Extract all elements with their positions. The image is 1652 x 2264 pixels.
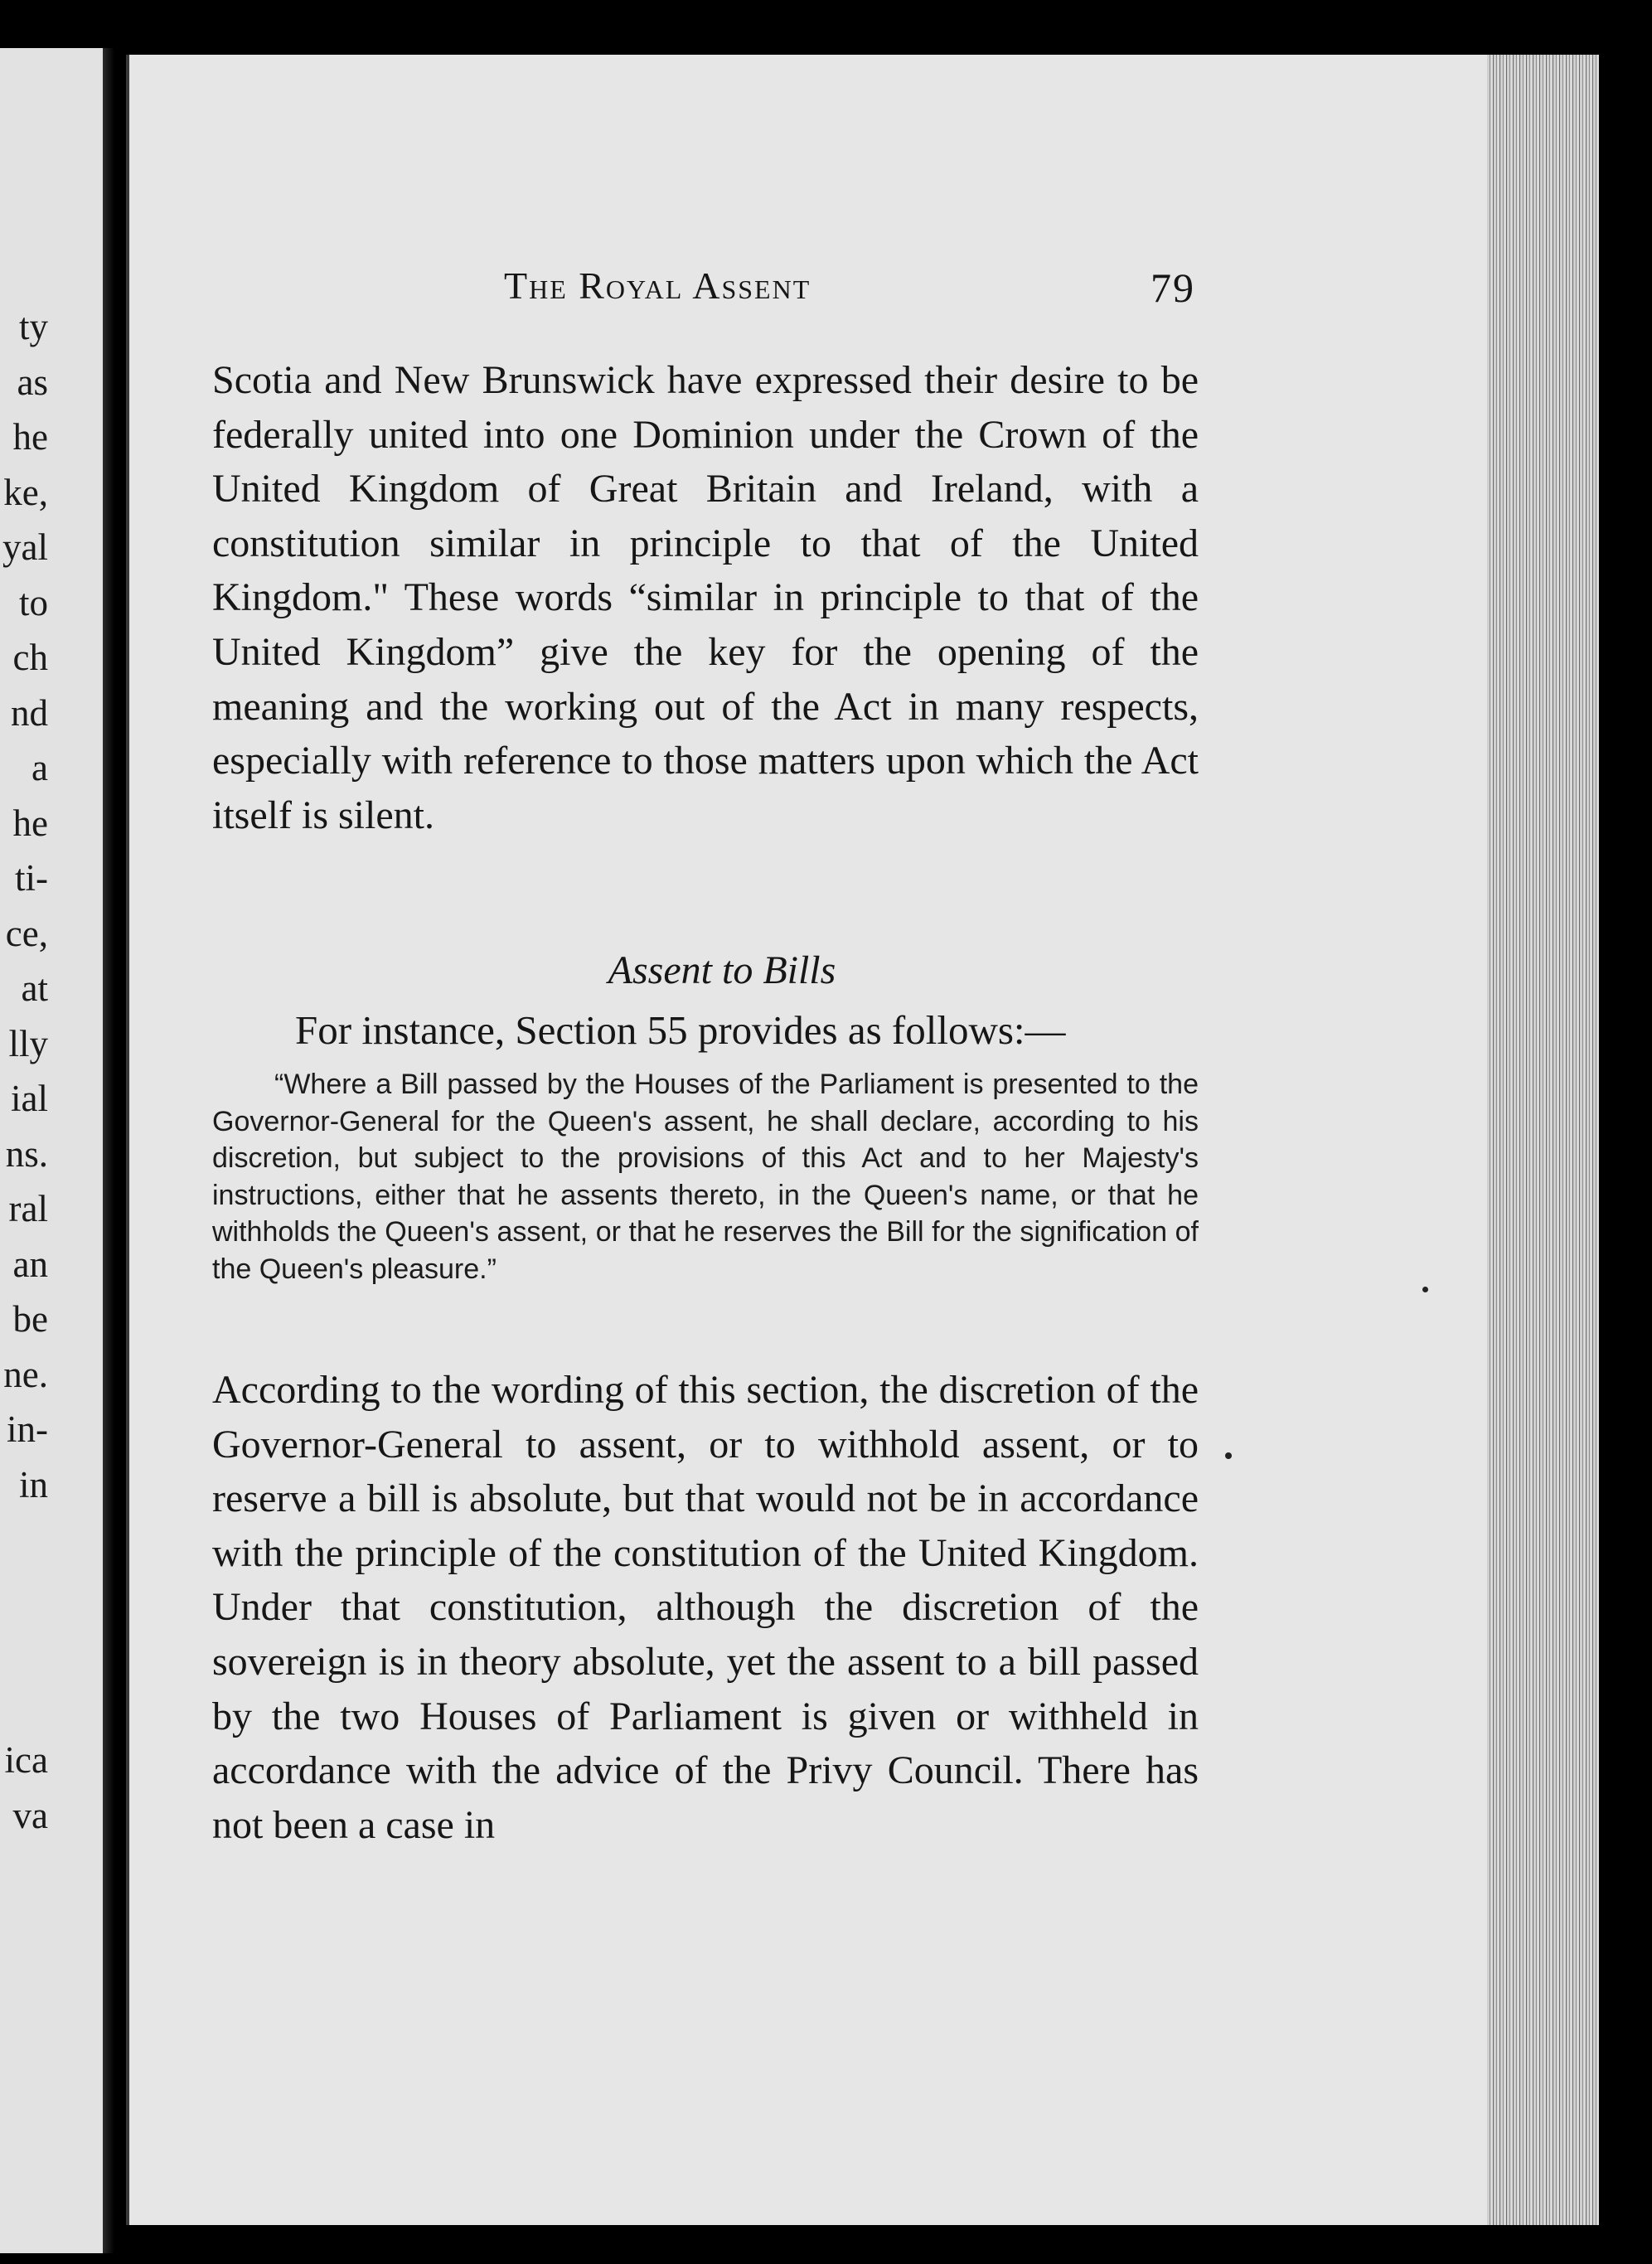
left-fragment: he [12, 416, 48, 458]
left-fragment: as [17, 361, 48, 403]
previous-page-edge [0, 48, 106, 2253]
left-fragment: at [21, 967, 48, 1009]
section-heading: Assent to Bills [608, 948, 836, 992]
left-fragment: a [31, 747, 48, 788]
left-fragment: ti- [15, 857, 48, 899]
left-fragment: va [12, 1795, 48, 1836]
print-speck [1225, 1452, 1232, 1459]
left-fragment: ke, [3, 472, 48, 513]
book-page [126, 55, 1490, 2225]
print-speck [1422, 1287, 1428, 1292]
page-number: 79 [1151, 264, 1195, 311]
left-fragment: ch [12, 637, 48, 678]
left-fragment: ns. [5, 1133, 48, 1175]
block-quote: “Where a Bill passed by the Houses of the Parliament is presented to the Governor-General for the Queen's assent, he shall declare, according to his discretion, but subject to the provisions of this Act and to her Majesty's instructions, either that he assents thereto, in the Queen's name, or that he withholds the Queen's assent, or that he reserves the Bill for the signification of the Queen's pleasure.” [212, 1069, 1199, 1285]
left-fragment: lly [8, 1023, 48, 1064]
spine-shadow [1599, 33, 1652, 2264]
left-fragment: in [18, 1464, 48, 1505]
left-fragment: be [12, 1298, 48, 1340]
left-fragment: yal [2, 526, 48, 568]
body-paragraph: According to the wording of this section, the discretion of the Governor-General to assent, or to withhold assent, or to reserve a bill is absolute, but that would not be in accordance with the principle of the constitution of the United Kingdom. Under that constitution, although the discretion of the sovereign is in theory absolute, yet the assent to a bill passed by the two Houses of Parliament is given or withheld in accordance with the advice of the Privy Council. There has not been a case in [212, 1368, 1199, 1847]
left-fragment: he [12, 802, 48, 844]
running-title: The Royal Assent [504, 264, 811, 307]
left-fragment: nd [11, 692, 48, 734]
left-fragment: to [18, 582, 48, 623]
left-fragment: ial [11, 1078, 48, 1119]
gutter-shadow [103, 48, 114, 2253]
left-fragment: an [12, 1244, 48, 1285]
left-fragment: ica [4, 1739, 48, 1781]
page-block-edge [1487, 55, 1599, 2225]
body-paragraph: Scotia and New Brunswick have expressed their desire to be federally united into one Dominion under the Crown of the United Kingdom of Great Britain and Ireland, with a constitution similar in principle to that of the United Kingdom." These words “similar in principle to that of the United Kingdom” give the key for the opening of the meaning and the working out of the Act in many respects, especially with reference to those matters upon which the Act itself is silent. [212, 358, 1199, 837]
left-fragment: ce, [5, 913, 48, 954]
intro-line: For instance, Section 55 provides as follows:— [295, 1007, 1066, 1053]
left-fragment: in- [7, 1408, 48, 1450]
left-fragment: ne. [3, 1354, 48, 1395]
left-fragment: ral [8, 1188, 48, 1229]
left-fragment: ty [18, 306, 48, 347]
